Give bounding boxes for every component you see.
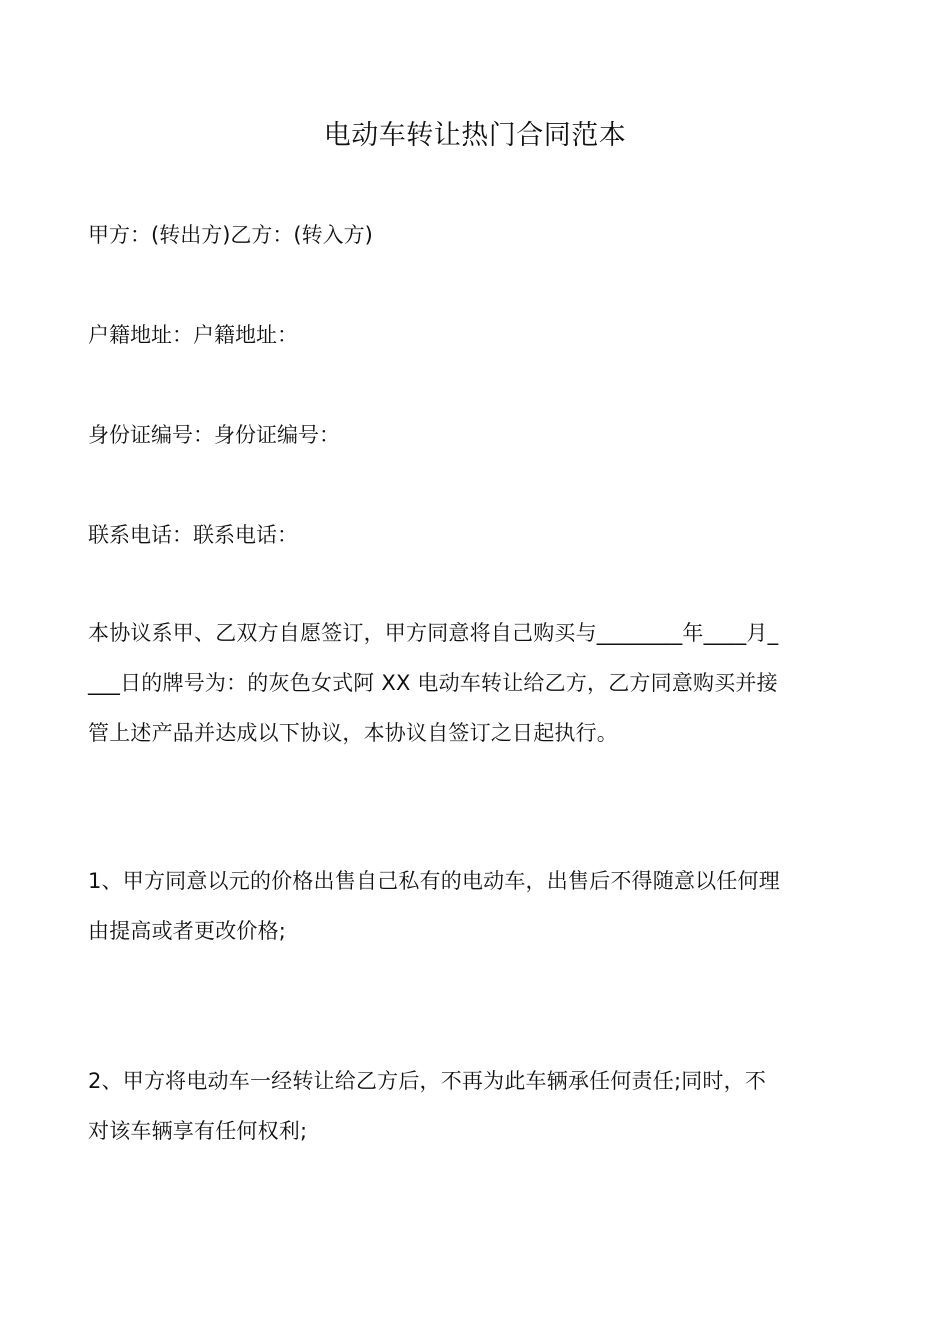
- intro-line: ___日的牌号为：的灰色女式阿 XX 电动车转让给乙方，乙方同意购买并接: [88, 671, 778, 695]
- clause-2: [88, 1056, 870, 1156]
- intro-line: 本协议系甲、乙双方自愿签订，甲方同意将自己购买与________年____月_: [88, 621, 779, 645]
- clause-1-line: 1、甲方同意以元的价格出售自己私有的电动车，出售后不得随意以任何理: [88, 869, 780, 893]
- intro-line: 管上述产品并达成以下协议，本协议自签订之日起执行。: [88, 721, 618, 745]
- document-title: 电动车转让热门合同范本: [323, 120, 627, 151]
- clause-2-line: 2、甲方将电动车一经转让给乙方后，不再为此车辆承任何责任;同时，不: [88, 1069, 767, 1093]
- parties-line: 甲方：(转出方)乙方：(转入方): [88, 223, 373, 247]
- clause-1: [88, 856, 870, 956]
- phone-line: 联系电话：联系电话：: [88, 523, 298, 547]
- id-number-line: 身份证编号：身份证编号：: [88, 423, 340, 447]
- clause-1-line: 由提高或者更改价格;: [88, 919, 287, 943]
- address-line: 户籍地址：户籍地址：: [88, 323, 298, 347]
- clause-2-line: 对该车辆享有任何权利;: [88, 1119, 308, 1143]
- intro-paragraph: [88, 608, 870, 758]
